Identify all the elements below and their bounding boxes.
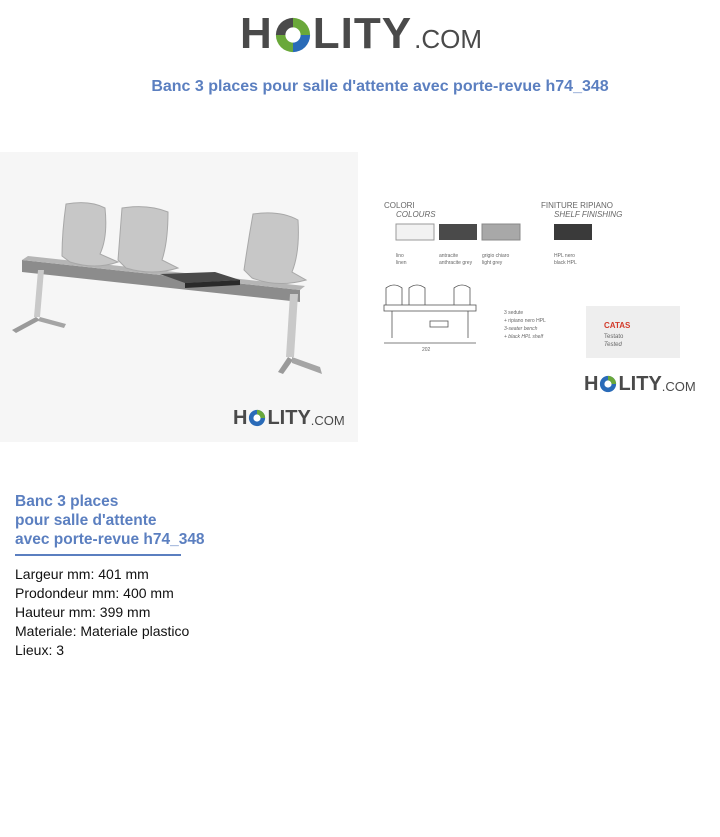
dimension-label: 202 — [422, 347, 431, 353]
svg-text:lino: lino — [396, 253, 404, 259]
svg-text:3-seater bench: 3-seater bench — [504, 326, 538, 332]
spec-material: Materiale: Materiale plastico — [15, 623, 190, 639]
swatch-black-hpl — [554, 224, 592, 240]
swatch-anthracite — [439, 224, 477, 240]
logo-o-icon — [599, 375, 617, 393]
page-title: Banc 3 places pour salle d'attente avec porte-revue h74_348 — [151, 78, 609, 95]
svg-text:grigio chiaro: grigio chiaro — [482, 253, 510, 259]
swatch-linen — [396, 224, 434, 240]
product-title-line: avec porte-revue h74_348 — [15, 531, 205, 548]
product-photo — [0, 152, 358, 442]
svg-text:anthracite grey: anthracite grey — [439, 260, 473, 266]
svg-text:+ ripiano nero HPL: + ripiano nero HPL — [504, 318, 546, 324]
svg-text:light grey: light grey — [482, 260, 503, 266]
logo-o-icon — [248, 409, 266, 427]
product-title — [15, 492, 205, 549]
spec-seats: Lieux: 3 — [15, 642, 65, 658]
logo-domain: .COM — [414, 24, 482, 54]
svg-text:3 sedute: 3 sedute — [504, 310, 524, 316]
catas-badge — [586, 306, 680, 358]
spec-depth: Prodondeur mm: 400 mm — [15, 585, 174, 601]
bench-illustration — [0, 152, 358, 442]
svg-text:+ black HPL shelf: + black HPL shelf — [504, 334, 543, 340]
svg-text:CATAS: CATAS — [604, 321, 631, 330]
swatch-light-grey — [482, 224, 520, 240]
product-title-line: Banc 3 places — [15, 493, 119, 510]
techsheet-logo: H LITY .COM — [584, 373, 696, 395]
colours-label: COLOURS — [396, 210, 436, 219]
svg-text:Tested: Tested — [604, 342, 622, 348]
svg-text:HPL nero: HPL nero — [554, 253, 575, 259]
technical-sheet — [374, 168, 712, 408]
product-specs — [15, 565, 189, 660]
photo-logo: H LITY .COM — [233, 407, 345, 429]
bench-front-drawing — [384, 285, 476, 343]
svg-text:black HPL: black HPL — [554, 260, 577, 266]
colori-label: COLORI — [384, 201, 415, 210]
spec-height: Hauteur mm: 399 mm — [15, 604, 151, 620]
svg-text:antracite: antracite — [439, 253, 459, 259]
product-title-line: pour salle d'attente — [15, 512, 157, 529]
svg-text:Testato: Testato — [604, 334, 624, 340]
title-underline — [15, 554, 181, 556]
shelf-finishing-label: SHELF FINISHING — [554, 210, 623, 219]
logo-text: LITY — [312, 9, 413, 58]
logo-o-icon — [274, 16, 312, 54]
finiture-label: FINITURE RIPIANO — [541, 201, 614, 210]
spec-width: Largeur mm: 401 mm — [15, 566, 149, 582]
svg-text:linen: linen — [396, 260, 407, 266]
logo-letter-h: H — [240, 9, 273, 58]
holity-logo[interactable] — [240, 9, 482, 58]
